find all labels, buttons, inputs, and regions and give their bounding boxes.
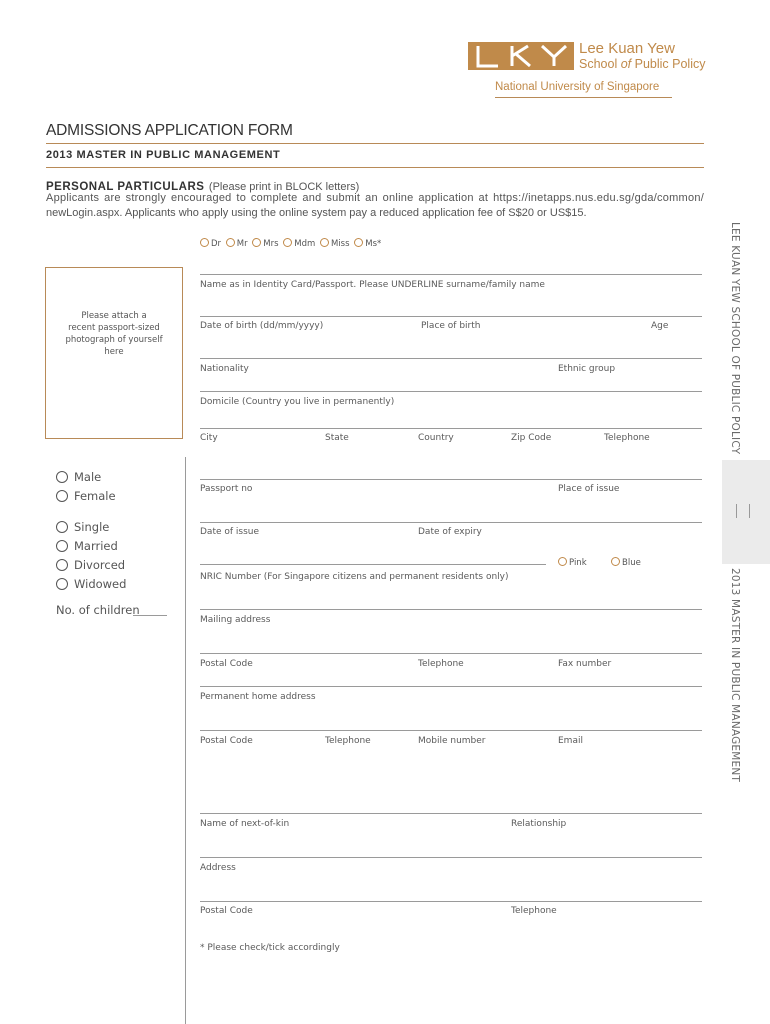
nric-colour-option-blue[interactable] [611, 557, 641, 568]
marital-label: Single [74, 520, 110, 534]
marital-option-single[interactable] [56, 518, 126, 537]
title-label: Mr [236, 239, 248, 249]
gender-label: Male [74, 470, 102, 484]
marital-label: Divorced [74, 558, 126, 572]
marital-option-married[interactable] [56, 537, 126, 556]
nric-colour-option-pink[interactable] [558, 557, 587, 568]
dob-label: Date of birth (dd/mm/yyyy) [200, 321, 324, 331]
mailing-telephone-label: Telephone [418, 659, 464, 669]
lky-logo-mark [468, 42, 574, 70]
radio-icon [283, 238, 292, 247]
footnote: * Please check/tick accordingly [200, 943, 340, 953]
radio-icon [252, 238, 261, 247]
marital-label: Married [74, 539, 118, 553]
pob-label: Place of birth [421, 321, 481, 331]
country-label: Country [418, 433, 454, 443]
intro-line-1: Applicants are strongly encouraged to complete and submit an online application at https://inetapps.nus.edu.sg/gda/common/ [46, 192, 704, 204]
city-label: City [200, 433, 218, 443]
kin-postal-line[interactable] [200, 901, 702, 902]
column-divider [185, 457, 186, 1024]
gender-label: Female [74, 489, 116, 503]
radio-icon [56, 490, 68, 502]
form-title: ADMISSIONS APPLICATION FORM [46, 122, 293, 139]
photo-box-line: here [104, 347, 124, 357]
nationality-line[interactable] [200, 358, 702, 359]
side-program-text: 2013 MASTER IN PUBLIC MANAGEMENT [729, 568, 741, 783]
radio-icon [56, 471, 68, 483]
state-label: State [325, 433, 349, 443]
domicile-line[interactable] [200, 391, 702, 392]
gender-option-male[interactable] [56, 468, 116, 487]
title-label: Ms* [365, 239, 382, 249]
radio-icon [611, 557, 620, 566]
title-rule [46, 143, 704, 144]
intro-line-2: newLogin.aspx. Applicants who apply using the online system pay a reduced application fee of S$20 or US$15. [46, 207, 587, 219]
school-name-line2 [579, 57, 705, 71]
lky-logo [468, 42, 574, 70]
title-label: Mdm [294, 239, 316, 249]
ethnic-label: Ethnic group [558, 364, 616, 374]
radio-icon [354, 238, 363, 247]
title-label: Miss [330, 239, 350, 249]
school-name-line1: Lee Kuan Yew [579, 40, 675, 57]
nationality-label: Nationality [200, 364, 249, 374]
telephone-label: Telephone [604, 433, 650, 443]
children-label: No. of children [56, 603, 140, 617]
perm-postal-label: Postal Code [200, 736, 253, 746]
title-label: Dr [211, 239, 222, 249]
marital-label: Widowed [74, 577, 127, 591]
radio-icon [320, 238, 329, 247]
marital-option-divorced[interactable] [56, 556, 126, 575]
city-line[interactable] [200, 428, 702, 429]
address-line[interactable] [200, 857, 702, 858]
email-label: Email [558, 736, 583, 746]
title-option-ms[interactable] [354, 239, 381, 249]
photo-box-instructions [45, 310, 183, 358]
title-option-mr[interactable] [226, 239, 248, 249]
radio-icon [56, 540, 68, 552]
perm-postal-line[interactable] [200, 730, 702, 731]
title-radio-group [200, 238, 381, 249]
gender-option-female[interactable] [56, 487, 116, 506]
title-option-dr[interactable] [200, 239, 221, 249]
next-of-kin-line[interactable] [200, 813, 702, 814]
mailing-line[interactable] [200, 609, 702, 610]
perm-telephone-label: Telephone [325, 736, 371, 746]
university-name: National University of Singapore [495, 81, 660, 93]
mailing-postal-label: Postal Code [200, 659, 253, 669]
perm-home-label: Permanent home address [200, 692, 316, 702]
passport-line[interactable] [200, 479, 702, 480]
school-name-part: Public Policy [631, 57, 706, 71]
marital-group [56, 518, 126, 594]
date-issue-line[interactable] [200, 522, 702, 523]
domicile-label: Domicile (Country you live in permanently) [200, 397, 395, 407]
title-option-mrs[interactable] [252, 239, 278, 249]
radio-icon [56, 578, 68, 590]
date-expiry-label: Date of expiry [418, 527, 482, 537]
form-subtitle: 2013 MASTER IN PUBLIC MANAGEMENT [46, 149, 281, 161]
title-option-mdm[interactable] [283, 239, 315, 249]
dob-line[interactable] [200, 316, 702, 317]
section-heading-text: PERSONAL PARTICULARS [46, 181, 205, 193]
name-label: Name as in Identity Card/Passport. Please UNDERLINE surname/family name [200, 280, 545, 290]
fax-label: Fax number [558, 659, 612, 669]
kin-postal-label: Postal Code [200, 906, 253, 916]
marital-option-widowed[interactable] [56, 575, 126, 594]
passport-label: Passport no [200, 484, 253, 494]
university-underline [495, 97, 672, 98]
nric-line[interactable] [200, 564, 546, 565]
date-issue-label: Date of issue [200, 527, 260, 537]
nric-label: NRIC Number (For Singapore citizens and permanent residents only) [200, 572, 509, 582]
mailing-postal-line[interactable] [200, 653, 702, 654]
title-label: Mrs [263, 239, 279, 249]
gender-group [56, 468, 116, 506]
side-school-text: LEE KUAN YEW SCHOOL OF PUBLIC POLICY [729, 222, 741, 455]
radio-icon [56, 559, 68, 571]
photo-box-line: photograph of yourself [65, 335, 163, 345]
address-label: Address [200, 863, 236, 873]
perm-home-line[interactable] [200, 686, 702, 687]
radio-icon [558, 557, 567, 566]
relationship-label: Relationship [511, 819, 567, 829]
photo-box-line: recent passport-sized [68, 323, 160, 333]
kin-telephone-label: Telephone [511, 906, 557, 916]
radio-icon [200, 238, 209, 247]
place-issue-label: Place of issue [558, 484, 620, 494]
zip-label: Zip Code [511, 433, 552, 443]
subtitle-rule [46, 167, 704, 168]
age-label: Age [651, 321, 669, 331]
name-line[interactable] [200, 274, 702, 275]
children-field[interactable] [133, 615, 167, 616]
pink-label: Pink [569, 558, 587, 568]
page-number [736, 504, 750, 518]
school-name-part: School [579, 57, 621, 71]
radio-icon [226, 238, 235, 247]
title-option-miss[interactable] [320, 239, 350, 249]
school-name-of: of [620, 57, 632, 71]
photo-box-line: Please attach a [81, 311, 147, 321]
mobile-label: Mobile number [418, 736, 486, 746]
section-heading-note: (Please print in BLOCK letters) [208, 181, 360, 193]
blue-label: Blue [622, 558, 641, 568]
mailing-label: Mailing address [200, 615, 271, 625]
radio-icon [56, 521, 68, 533]
next-of-kin-label: Name of next-of-kin [200, 819, 290, 829]
